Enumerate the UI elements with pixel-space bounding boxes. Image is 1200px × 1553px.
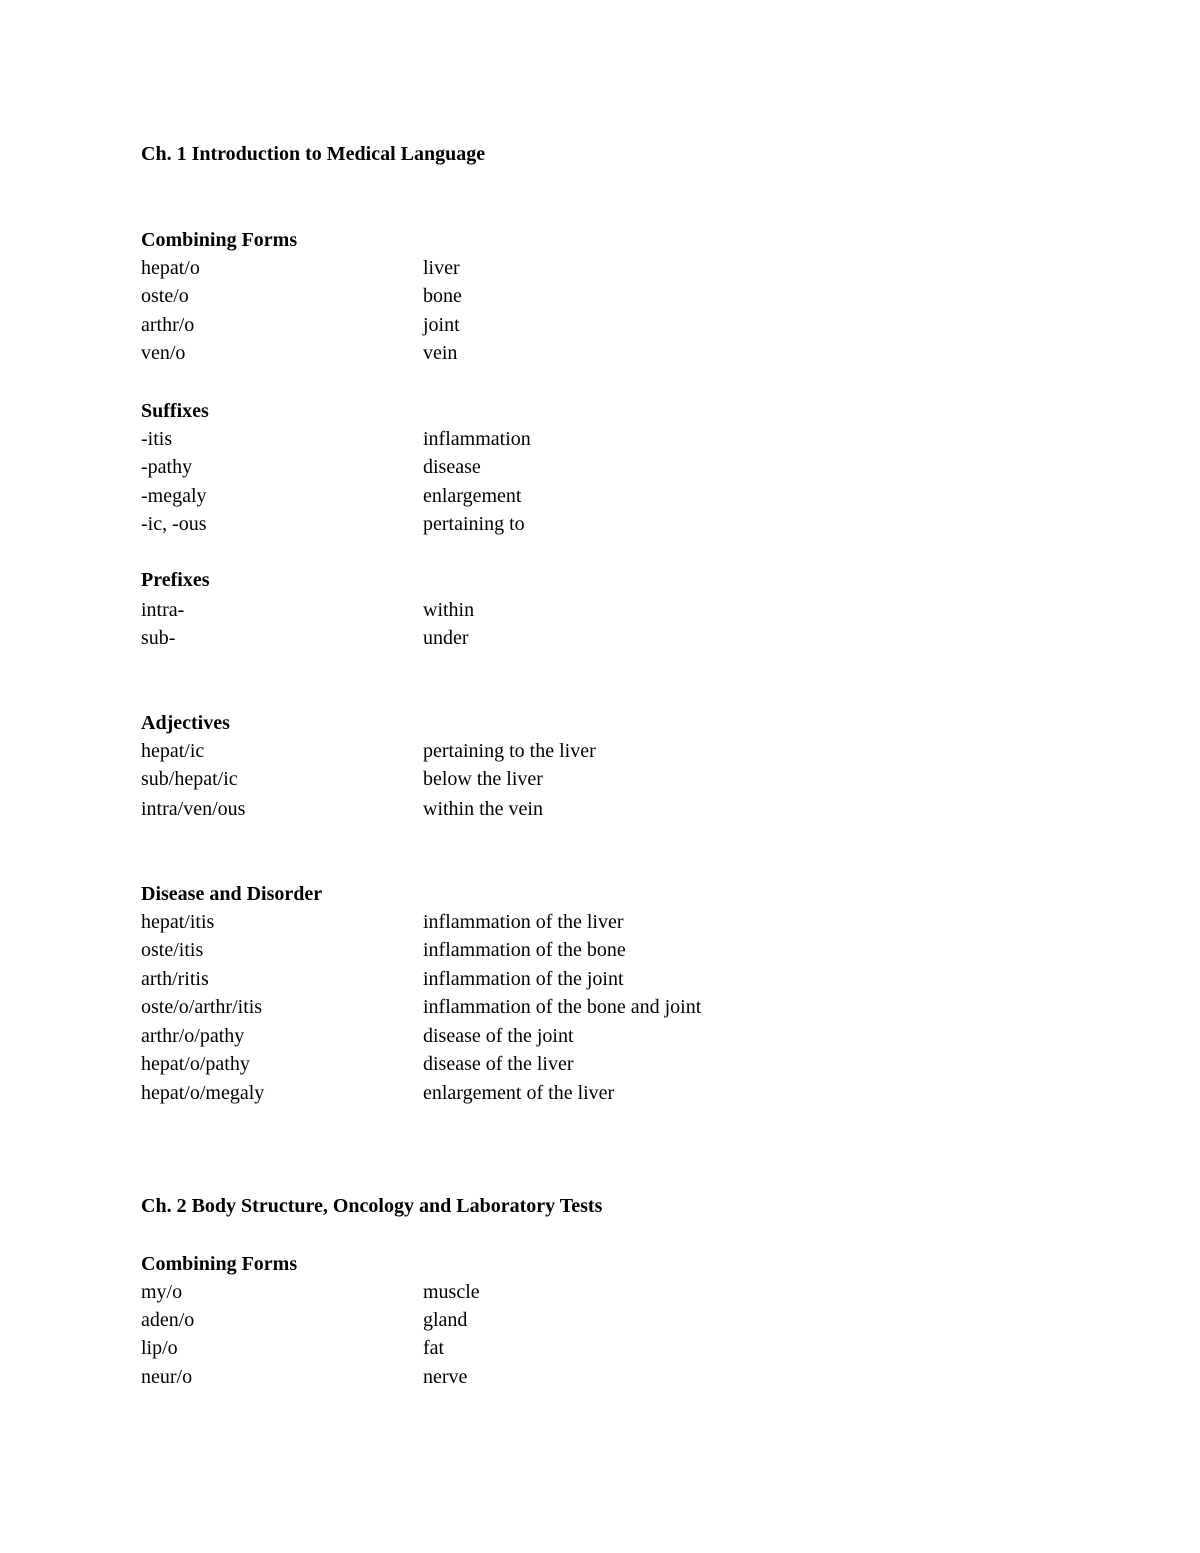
section-heading-combining-forms-ch2: Combining Forms: [141, 1253, 298, 1275]
meaning: pertaining to the liver: [423, 740, 596, 762]
term: intra/ven/ous: [141, 798, 246, 820]
term: lip/o: [141, 1337, 178, 1359]
term: -itis: [141, 428, 173, 450]
term: hepat/itis: [141, 911, 215, 933]
term: sub-: [141, 627, 176, 649]
chapter-1-title: Ch. 1 Introduction to Medical Language: [141, 143, 486, 165]
term: ven/o: [141, 342, 186, 364]
term: my/o: [141, 1281, 183, 1303]
term: arthr/o: [141, 314, 195, 336]
meaning: enlargement of the liver: [423, 1082, 615, 1104]
meaning: under: [423, 627, 469, 649]
meaning: vein: [423, 342, 458, 364]
term: -ic, -ous: [141, 513, 207, 535]
meaning: nerve: [423, 1366, 468, 1388]
meaning: inflammation of the bone: [423, 939, 626, 961]
meaning: inflammation of the bone and joint: [423, 996, 702, 1018]
meaning: inflammation: [423, 428, 531, 450]
meaning: disease: [423, 456, 481, 478]
term: hepat/o/pathy: [141, 1053, 250, 1075]
meaning: gland: [423, 1309, 468, 1331]
section-heading-suffixes: Suffixes: [141, 400, 209, 422]
meaning: bone: [423, 285, 462, 307]
meaning: joint: [423, 314, 460, 336]
term: arth/ritis: [141, 968, 209, 990]
meaning: below the liver: [423, 768, 543, 790]
term: oste/o/arthr/itis: [141, 996, 263, 1018]
chapter-2-title: Ch. 2 Body Structure, Oncology and Laboratory Tests: [141, 1195, 603, 1217]
section-heading-combining-forms: Combining Forms: [141, 229, 298, 251]
meaning: pertaining to: [423, 513, 525, 535]
term: hepat/o: [141, 257, 200, 279]
term: neur/o: [141, 1366, 193, 1388]
term: hepat/o/megaly: [141, 1082, 265, 1104]
meaning: muscle: [423, 1281, 480, 1303]
meaning: disease of the joint: [423, 1025, 574, 1047]
term: oste/o: [141, 285, 189, 307]
term: -megaly: [141, 485, 207, 507]
meaning: inflammation of the liver: [423, 911, 624, 933]
section-heading-adjectives: Adjectives: [141, 712, 230, 734]
term: arthr/o/pathy: [141, 1025, 245, 1047]
meaning: inflammation of the joint: [423, 968, 624, 990]
term: -pathy: [141, 456, 193, 478]
meaning: within: [423, 599, 475, 621]
term: oste/itis: [141, 939, 204, 961]
meaning: disease of the liver: [423, 1053, 574, 1075]
term: hepat/ic: [141, 740, 205, 762]
term: sub/hepat/ic: [141, 768, 238, 790]
meaning: liver: [423, 257, 460, 279]
meaning: enlargement: [423, 485, 522, 507]
section-heading-disease-and-disorder: Disease and Disorder: [141, 883, 323, 905]
meaning: fat: [423, 1337, 445, 1359]
term: aden/o: [141, 1309, 195, 1331]
section-heading-prefixes: Prefixes: [141, 569, 210, 591]
term: intra-: [141, 599, 185, 621]
meaning: within the vein: [423, 798, 543, 820]
